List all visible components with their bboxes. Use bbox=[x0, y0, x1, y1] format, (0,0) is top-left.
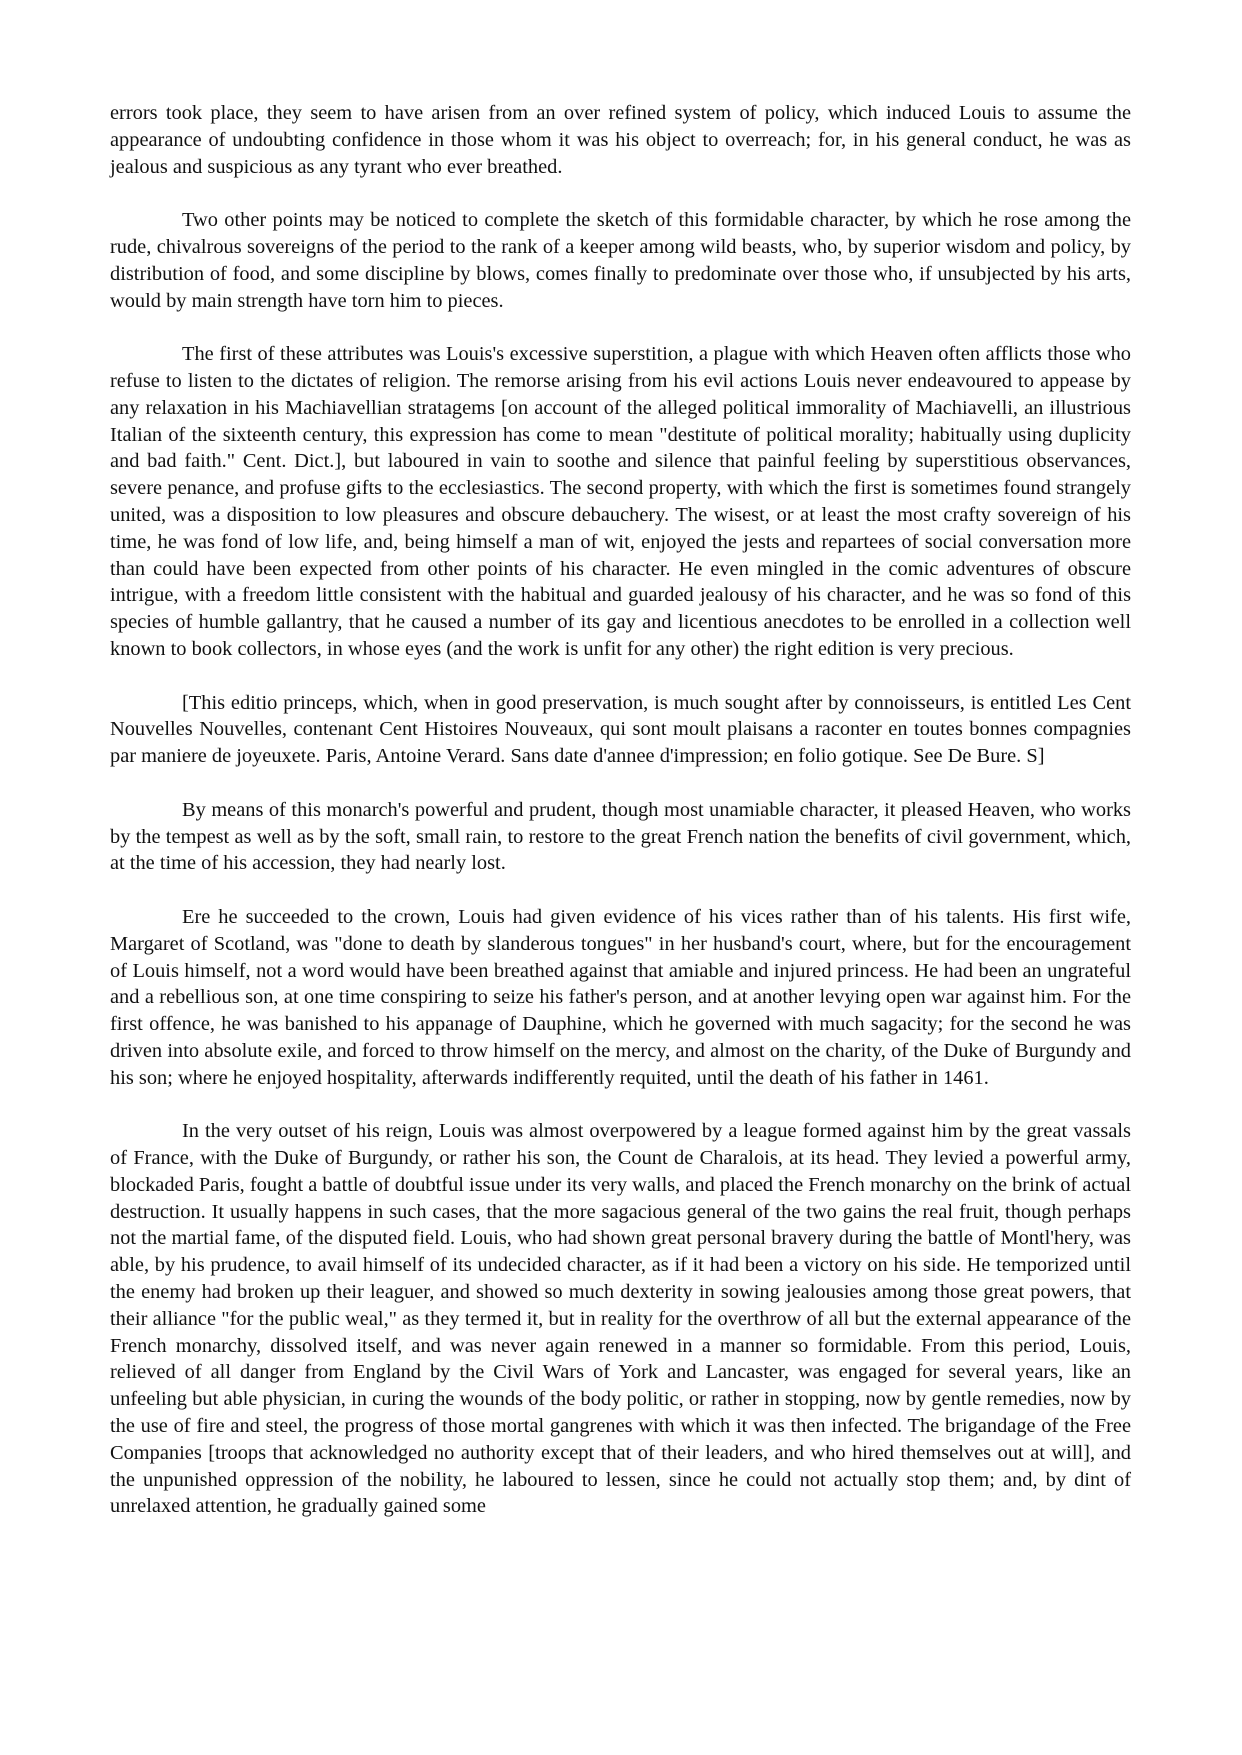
paragraph-two-other-points: Two other points may be noticed to complete the sketch of this formidable character, by which he rose among the rude, chivalrous sovereigns of the period to the rank of a keeper among wild beasts, who, by superior wisdom and policy, by distribution of food, and some discipline by blows, comes finally to predominate over those who, if unsubjected by his arts, would by main strength have torn him to pieces. bbox=[110, 209, 1131, 312]
paragraph-ere-he-succeeded: Ere he succeeded to the crown, Louis had given evidence of his vices rather than of his talents. His first wife, Margaret of Scotland, was "done to death by slanderous tongues" in her husband's court, where, but for the encouragement of Louis himself, not a word would have been breathed against that amiable and injured princess. He had been an ungrateful and a rebellious son, at one time conspiring to seize his father's person, and at another levying open war against him. For the first offence, he was banished to his appanage of Dauphine, which he governed with much sagacity; for the second he was driven into absolute exile, and forced to throw himself on the mercy, and almost on the charity, of the Duke of Burgundy and his son; where he enjoyed hospitality, afterwards indifferently requited, until the death of his father in 1461. bbox=[110, 905, 1131, 1089]
paragraph-superstition: The first of these attributes was Louis's excessive superstition, a plague with which Heaven often afflicts those who refuse to listen to the dictates of religion. The remorse arising from his evil actions Louis never endeavoured to appease by any relaxation in his Machiavellian stratagems [on account of the alleged political immorality of Machiavelli, an illustrious Italian of the sixteenth century, this expression has come to mean "destitute of political morality; habitually using duplicity and bad faith." Cent. Dict.], but laboured in vain to soothe and silence that painful feeling by superstitious observances, severe penance, and profuse gifts to the ecclesiastics. The second property, with which the first is sometimes found strangely united, was a disposition to low pleasures and obscure debauchery. The wisest, or at least the most crafty sovereign of his time, he was fond of low life, and, being himself a man of wit, enjoyed the jests and repartees of social conversation more than could have been expected from other points of his character. He even mingled in the comic adventures of obscure intrigue, with a freedom little consistent with the habitual and guarded jealousy of his character, and he was so fond of this species of humble gallantry, that he caused a number of its gay and licentious anecdotes to be enrolled in a collection well known to book collectors, in whose eyes (and the work is unfit for any other) the right edition is very precious. bbox=[110, 343, 1131, 660]
document-page bbox=[110, 100, 1131, 1520]
paragraph-outset-of-reign: In the very outset of his reign, Louis was almost overpowered by a league formed against him by the great vassals of France, with the Duke of Burgundy, or rather his son, the Count de Charalois, at its head. They levied a powerful army, blockaded Paris, fought a battle of doubtful issue under its very walls, and placed the French monarchy on the brink of actual destruction. It usually happens in such cases, that the more sagacious general of the two gains the real fruit, though perhaps not the martial fame, of the disputed field. Louis, who had shown great personal bravery during the battle of Montl'hery, was able, by his prudence, to avail himself of its undecided character, as if it had been a victory on his side. He temporized until the enemy had broken up their leaguer, and showed so much dexterity in sowing jealousies among those great powers, that their alliance "for the public weal," as they termed it, but in reality for the overthrow of all but the external appearance of the French monarchy, dissolved itself, and was never again renewed in a manner so formidable. From this period, Louis, relieved of all danger from England by the Civil Wars of York and Lancaster, was engaged for several years, like an unfeeling but able physician, in curing the wounds of the body politic, or rather in stopping, now by gentle remedies, now by the use of fire and steel, the progress of those mortal gangrenes with which it was then infected. The brigandage of the Free Companies [troops that acknowledged no authority except that of their leaders, and who hired themselves out at will], and the unpunished oppression of the nobility, he laboured to lessen, since he could not actually stop them; and, by dint of unrelaxed attention, he gradually gained some bbox=[110, 1120, 1131, 1518]
paragraph-by-means-of-monarch: By means of this monarch's powerful and prudent, though most unamiable character, it pleased Heaven, who works by the tempest as well as by the soft, small rain, to restore to the great French nation the benefits of civil government, which, at the time of his accession, they had nearly lost. bbox=[110, 798, 1131, 875]
paragraph-continuation: errors took place, they seem to have arisen from an over refined system of policy, which induced Louis to assume the appearance of undoubting confidence in those whom it was his object to overreach; for, in his general conduct, he was as jealous and suspicious as any tyrant who ever breathed. bbox=[110, 102, 1131, 178]
paragraph-editio-princeps-note: [This editio princeps, which, when in good preservation, is much sought after by connoisseurs, is entitled Les Cent Nouvelles Nouvelles, contenant Cent Histoires Nouveaux, qui sont moult plaisans a raconter en toutes bonnes compagnies par maniere de joyeuxete. Paris, Antoine Verard. Sans date d'annee d'impression; en folio gotique. See De Bure. S] bbox=[110, 691, 1131, 768]
